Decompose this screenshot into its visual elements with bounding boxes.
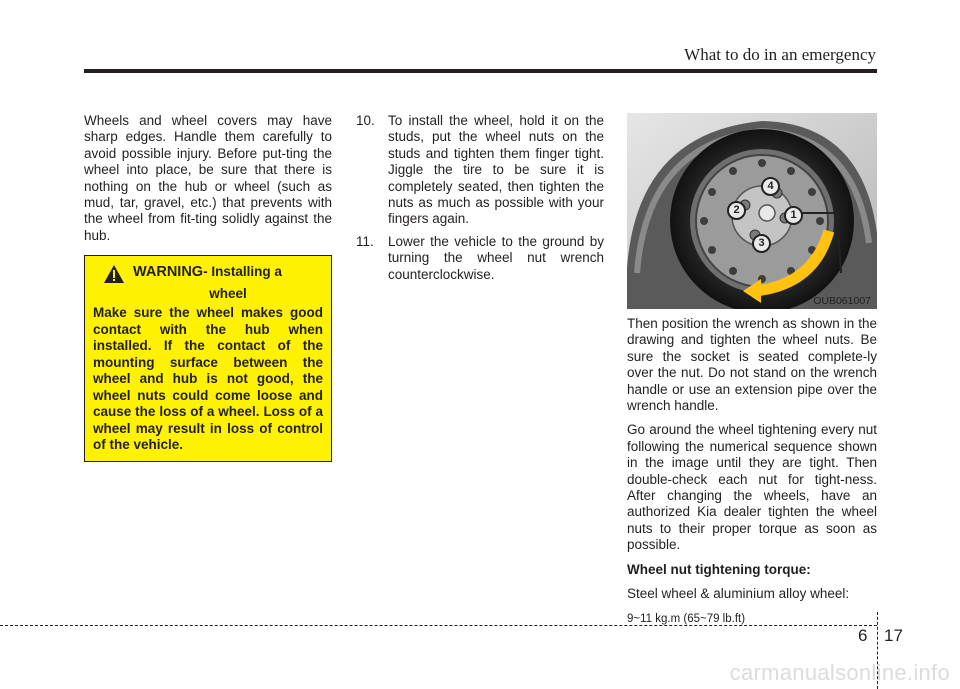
step-text: To install the wheel, hold it on the studs, put the wheel nuts on the studs and tighten them finger tight. Jiggle the tire to be sure it is completely seated, then tighten the nuts as much as possible with your fingers again.	[388, 113, 604, 227]
watermark: carmanualsonline.info	[729, 660, 950, 685]
wheel-edges-paragraph: Wheels and wheel covers may have sharp edges. Handle them carefully to avoid possible injury. Before put-ting the wheel into place, be sure that there is nothing on the hub or wheel (such as mud, tar, gravel, etc.) that prevents with the wheel from fit-ting solidly against the hub.	[84, 113, 332, 243]
right-column	[627, 316, 877, 635]
nut-label-4: 4	[761, 177, 780, 196]
steps-list	[356, 113, 604, 283]
footer-rule	[0, 625, 877, 626]
warning-header	[93, 264, 323, 284]
nut-label-2: 2	[727, 201, 746, 220]
section-title: What to do in an emergency	[684, 45, 876, 64]
warning-triangle-icon	[103, 264, 125, 284]
step-text: Lower the vehicle to the ground by turning the wheel nut wrench counterclockwise.	[388, 233, 604, 282]
nut-label-1: 1	[784, 206, 803, 225]
nut-label-3: 3	[752, 234, 771, 253]
left-column	[84, 113, 332, 252]
warning-title: WARNING	[133, 264, 204, 280]
wheel-drawing	[627, 113, 877, 309]
middle-column	[356, 113, 604, 289]
warning-subtitle-part1: - Installing a	[203, 264, 282, 279]
list-item	[356, 113, 604, 228]
warning-subtitle-part2: wheel	[209, 286, 247, 301]
wrench-position-paragraph: Then position the wrench as shown in the drawing and tighten the wheel nuts. Be sure the socket is seated complete-ly over the nut. Do not stand on the wrench handle or use an extension pipe over the wrench handle.	[627, 316, 877, 414]
torque-heading: Wheel nut tightening torque:	[627, 561, 811, 577]
torque-value: 9~11 kg.m (65~79 lb.ft)	[627, 612, 746, 625]
warning-body: Make sure the wheel makes good contact with the hub when installed. If the contact of the mounting surface between the wheel and hub is not good, the wheel nuts could come loose and cause the loss of a wheel. Loss of a wheel may result in loss of control of the vehicle.	[93, 305, 323, 452]
step-number: 11.	[356, 233, 374, 249]
torque-label: Steel wheel & aluminium alloy wheel:	[627, 586, 850, 602]
figure-code: OUB061007	[813, 295, 871, 307]
warning-box	[84, 255, 332, 462]
list-item	[356, 234, 604, 283]
tightening-sequence-paragraph: Go around the wheel tightening every nut following the numerical sequence shown in the image until they are tight. Then double-check each nut for tight-ness. After changing the wheels, have an authorized Kia dealer tighten the wheel nuts to their proper torque as soon as possible.	[627, 422, 877, 553]
page-number: 17	[884, 626, 903, 645]
chapter-number: 6	[858, 626, 868, 645]
wheel-illustration	[627, 113, 877, 309]
header-rule	[84, 69, 877, 73]
step-number: 10.	[356, 113, 375, 128]
